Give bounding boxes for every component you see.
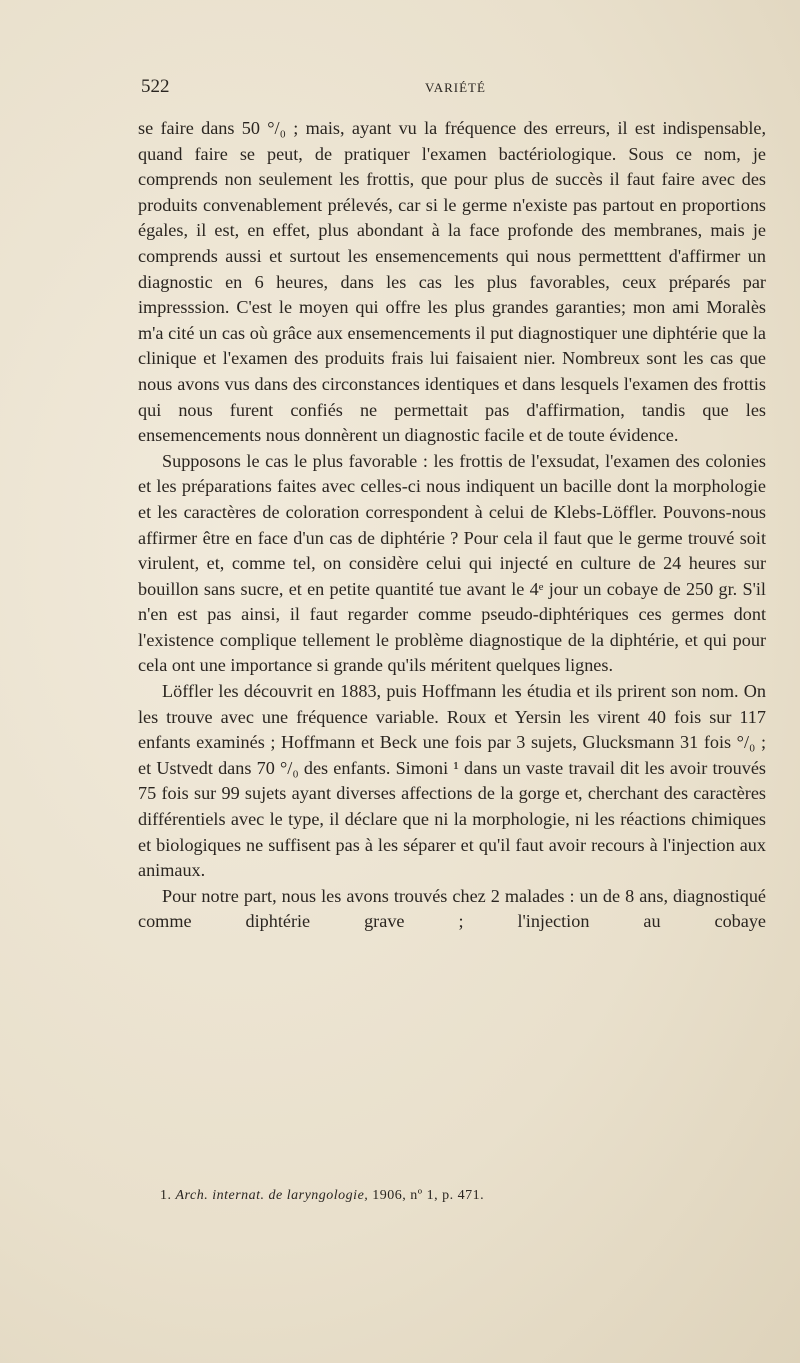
paragraph-2: Supposons le cas le plus favorable : les frottis de l'exsudat, l'examen des colonies et les préparations faites avec celles-ci nous indiquent un bacille dont la morphologie et les caractères de coloration correspondent à celui de Klebs-Löffler. Pouvons-nous affirmer être en face d'un cas de diphtérie ? Pour cela il faut que le germe trouvé soit virulent, et, comme tel, on considère celui qui injecté en culture de 24 heures sur bouillon sans sucre, et en petite quantité tue avant le 4ᵉ jour un cobaye de 250 gr. S'il n'en est pas ainsi, il faut regarder comme pseudo-diphtériques ces germes dont l'existence complique tellement le problème diagnostique de la diphtérie, et qui pour cela ont une importance si grande qu'ils méritent quelques lignes. (138, 450, 766, 676)
paragraph-4: Pour notre part, nous les avons trouvés chez 2 malades : un de 8 ans, diagnostiqué comme diphtérie grave ; l'injection au cobaye (138, 885, 766, 932)
footnote (160, 1188, 720, 1204)
body-text (138, 116, 766, 935)
page-number: 522 (141, 76, 170, 97)
paragraph-3: Löffler les découvrit en 1883, puis Hoffmann les étudia et ils prirent son nom. On les trouve avec une fréquence variable. Roux et Yersin les virent 40 fois sur 117 enfants examinés ; Hoffmann et Beck une fois par 3 sujets, Glucksmann 31 fois °/₀ ; et Ustvedt dans 70 °/₀ des enfants. Simoni ¹ dans un vaste travail dit les avoir trouvés 75 fois sur 99 sujets ayant diverses affections de la gorge et, cherchant des caractères différentiels avec le type, il déclare que ni la morphologie, ni les réactions chimiques et biologiques ne suffisent pas à les séparer et qu'il faut avoir recours à l'injection aux animaux. (138, 681, 766, 881)
running-title: VARIÉTÉ (425, 80, 486, 95)
footnote-details: 1906, nº 1, p. 471. (372, 1188, 485, 1203)
page-header (141, 76, 766, 100)
paragraph-1: se faire dans 50 °/₀ ; mais, ayant vu la fréquence des erreurs, il est indispensable, quand faire se peut, de pratiquer l'examen bactériologique. Sous ce nom, je comprends non seulement les frottis, que pour plus de succès il faut faire avec des produits convenablement prélevés, car si le germe n'existe pas partout en proportions égales, il est, en effet, plus abondant à la face profonde des membranes, mais je comprends aussi et surtout les ensemencements qui nous permetttent d'affirmer un diagnostic en 6 heures, dans les cas les plus favorables, ceux préparés par impresssion. C'est le moyen qui offre les plus grandes garanties; mon ami Moralès m'a cité un cas où grâce aux ensemencements il put diagnostiquer une diphtérie que la clinique et l'examen des produits frais lui faisaient nier. Nombreux sont les cas que nous avons vus dans des circonstances identiques et dans lesquels l'examen des frottis qui nous furent confiés ne permettait pas d'affirmation, tandis que les ensemencements nous donnèrent un diagnostic facile et de toute évidence. (138, 118, 766, 446)
footnote-marker: 1. (160, 1188, 172, 1203)
footnote-journal: Arch. internat. de laryngologie, (175, 1188, 369, 1203)
